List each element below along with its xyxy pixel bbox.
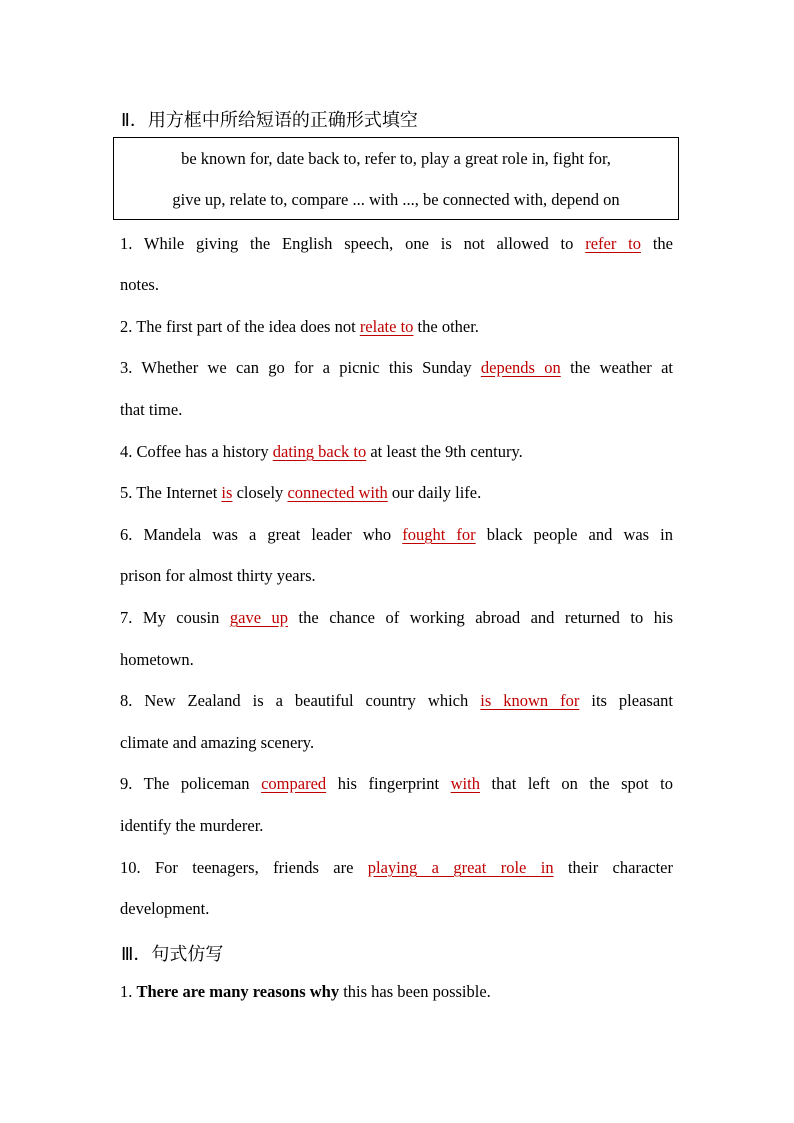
question-3-continued: that time. [120, 400, 183, 419]
question-1-continued: notes. [120, 275, 159, 294]
question-9: 9. The policeman compared his fingerprint with that left on the spot to [120, 774, 673, 793]
question-6-continued: prison for almost thirty years. [120, 566, 316, 585]
question-8: 8. New Zealand is a beautiful country which is known for its pleasant [120, 691, 673, 710]
section-3-heading: Ⅲ．句式仿写 [121, 944, 224, 965]
question-1: 1. While giving the English speech, one is not allowed to refer to the [120, 234, 673, 253]
question-9-continued: identify the murderer. [120, 816, 264, 835]
answer-blank: dating back to [272, 442, 367, 461]
answer-blank: depends on [480, 358, 561, 377]
question-3: 3. Whether we can go for a picnic this Sunday depends on the weather at [120, 358, 674, 377]
question-2: 2. The first part of the idea does not relate to the other. [120, 317, 479, 336]
answer-blank: gave up [229, 608, 289, 627]
question-4: 4. Coffee has a history dating back to at least the 9th century. [120, 442, 523, 461]
phrase-box-line-2: give up, relate to, compare ... with ..., be connected with, depend on [172, 190, 620, 209]
answer-blank: playing a great role in [367, 858, 554, 877]
answer-blank: with [450, 774, 480, 793]
phrase-box-line-1: be known for, date back to, refer to, play a great role in, fight for, [181, 149, 611, 168]
question-10: 10. For teenagers, friends are playing a great role in their character [120, 858, 674, 877]
question-5: 5. The Internet is closely connected with our daily life. [120, 483, 482, 502]
question-8-continued: climate and amazing scenery. [120, 733, 315, 752]
question-7-continued: hometown. [120, 650, 194, 669]
question-10-continued: development. [120, 899, 210, 918]
answer-blank: relate to [359, 317, 414, 336]
question-6: 6. Mandela was a great leader who fought for black people and was in [120, 525, 674, 544]
answer-blank: compared [261, 774, 327, 793]
section-2-heading: Ⅱ．用方框中所给短语的正确形式填空 [121, 110, 418, 131]
sentence-pattern: There are many reasons why [136, 982, 340, 1001]
answer-blank: fought for [402, 525, 476, 544]
phrase-box [113, 137, 679, 220]
answer-blank: refer to [585, 234, 641, 253]
answer-blank: is [221, 483, 233, 502]
question-7: 7. My cousin gave up the chance of working abroad and returned to his [120, 608, 673, 627]
sentence-1: 1. There are many reasons why this has been possible. [120, 982, 491, 1001]
answer-blank: is known for [480, 691, 580, 710]
answer-blank: connected with [287, 483, 388, 502]
